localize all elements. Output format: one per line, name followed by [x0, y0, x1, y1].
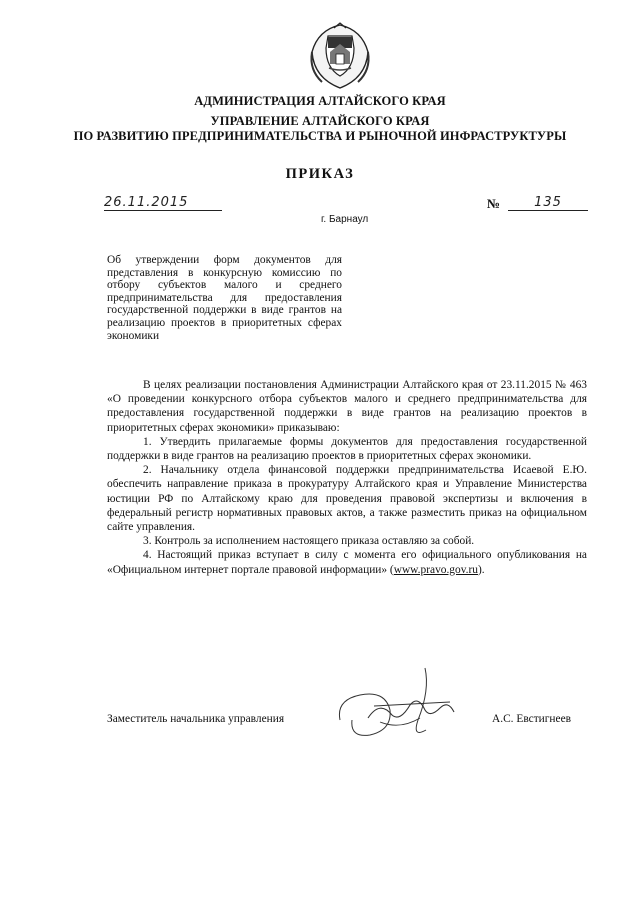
org-name: АДМИНИСТРАЦИЯ АЛТАЙСКОГО КРАЯ — [194, 94, 446, 108]
document-city: г. Барнаул — [321, 214, 369, 225]
document-subject: Об утверждении форм документов для представления в конкурсную комиссию по отбору субъектов малого и среднего предпринимательства для предоставления государственной поддержки в виде грантов на реализацию проектов в приоритетных сферах экономики — [107, 254, 342, 342]
document-number: 135 — [508, 195, 588, 211]
dept-name-line2: ПО РАЗВИТИЮ ПРЕДПРИНИМАТЕЛЬСТВА И РЫНОЧНОЙ ИНФРАСТРУКТУРЫ — [73, 129, 567, 143]
item-2: 2. Начальнику отдела финансовой поддержки предпринимательства Исаевой Е.Ю. обеспечить направление приказа в прокуратуру Алтайского края и Управление Министерства юстиции РФ по Алтайскому краю для проведения правовой экспертизы и включения в федеральный регистр нормативных правовых актов, а также разместить приказ на официальном сайте управления. — [107, 464, 587, 534]
signatory-title: Заместитель начальника управления — [107, 713, 285, 725]
item-4 — [107, 548, 587, 576]
document-date: 26.11.2015 — [104, 195, 222, 211]
signatory-name: А.С. Евстигнеев — [492, 713, 572, 725]
pravo-link[interactable]: www.pravo.gov.ru — [393, 563, 478, 576]
item-4-text: 4. Настоящий приказ вступает в силу с момента его официального опубликования на «Официальном интернет портале правовой информации» ( — [107, 549, 587, 576]
document-title: ПРИКАЗ — [285, 166, 355, 182]
handwritten-signature — [330, 660, 480, 760]
item-1: 1. Утвердить прилагаемые формы документов для предоставления государственной поддержки в виде грантов на реализацию проектов в приоритетных сферах экономики. — [107, 435, 587, 463]
item-4-end: ). — [477, 563, 485, 576]
number-label: № — [487, 196, 501, 211]
document-body — [107, 378, 587, 577]
item-3: 3. Контроль за исполнением настоящего приказа оставляю за собой. — [143, 535, 475, 548]
intro-paragraph: В целях реализации постановления Администрации Алтайского края от 23.11.2015 № 463 «О проведении конкурсного отбора субъектов малого и среднего предпринимательства для предоставления государственной поддержки в виде грантов на реализацию проектов в приоритетных сферах экономики» приказываю: — [107, 379, 587, 434]
coat-of-arms-emblem — [300, 22, 380, 92]
dept-name-line1: УПРАВЛЕНИЕ АЛТАЙСКОГО КРАЯ — [210, 114, 430, 128]
